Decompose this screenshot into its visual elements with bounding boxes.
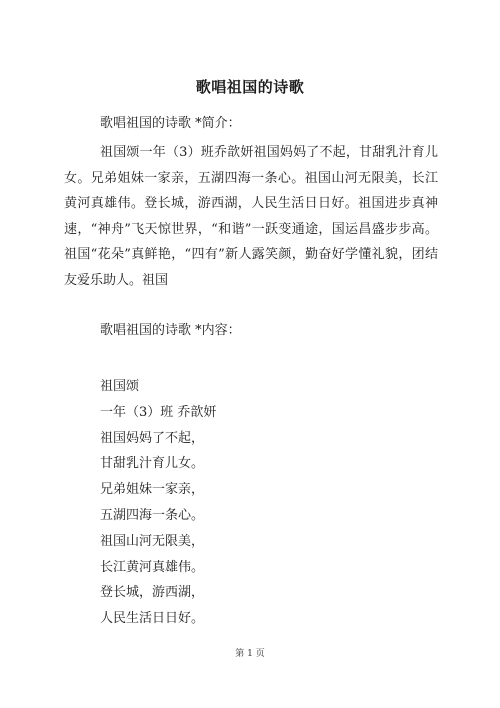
poem-line: 祖国山河无限美， <box>100 533 205 549</box>
poem-line: 甘甜乳汁育儿女。 <box>100 456 205 472</box>
poem-lines <box>100 374 216 632</box>
poem-line: 人民生活日日好。 <box>100 611 205 627</box>
intro-paragraph: 祖国颂一年（3）班乔歆妍祖国妈妈了不起，甘甜乳汁育儿女。兄弟姐妹一家亲，五湖四海一条心。祖国山河无限美，长江黄河真雄伟。登长城，游西湖，人民生活日日好。祖国进步真神速，“神舟”飞天惊世界，“和谐”一跃变通途，国运昌盛步步高。祖国“花朵”真鲜艳，“四有”新人露笑颜，勤奋好学懂礼貌，团结友爱乐助人。祖国 <box>64 145 438 288</box>
poem-line: 祖国妈妈了不起， <box>100 430 205 446</box>
poem-line: 登长城，游西湖， <box>100 585 205 601</box>
page-number: 第 1 页 <box>235 649 265 659</box>
poem-line: 一年（3）班 乔歆妍 <box>100 404 217 420</box>
poem-line: 五湖四海一条心。 <box>100 507 205 523</box>
poem-line: 祖国颂 <box>100 379 140 394</box>
poem-line: 长江黄河真雄伟。 <box>100 559 205 575</box>
content-heading: 歌唱祖国的诗歌 *内容： <box>100 323 241 338</box>
document-title: 歌唱祖国的诗歌 <box>195 78 305 96</box>
poem-line: 兄弟姐妹一家亲， <box>100 482 205 498</box>
intro-heading: 歌唱祖国的诗歌 *简介： <box>100 116 241 131</box>
